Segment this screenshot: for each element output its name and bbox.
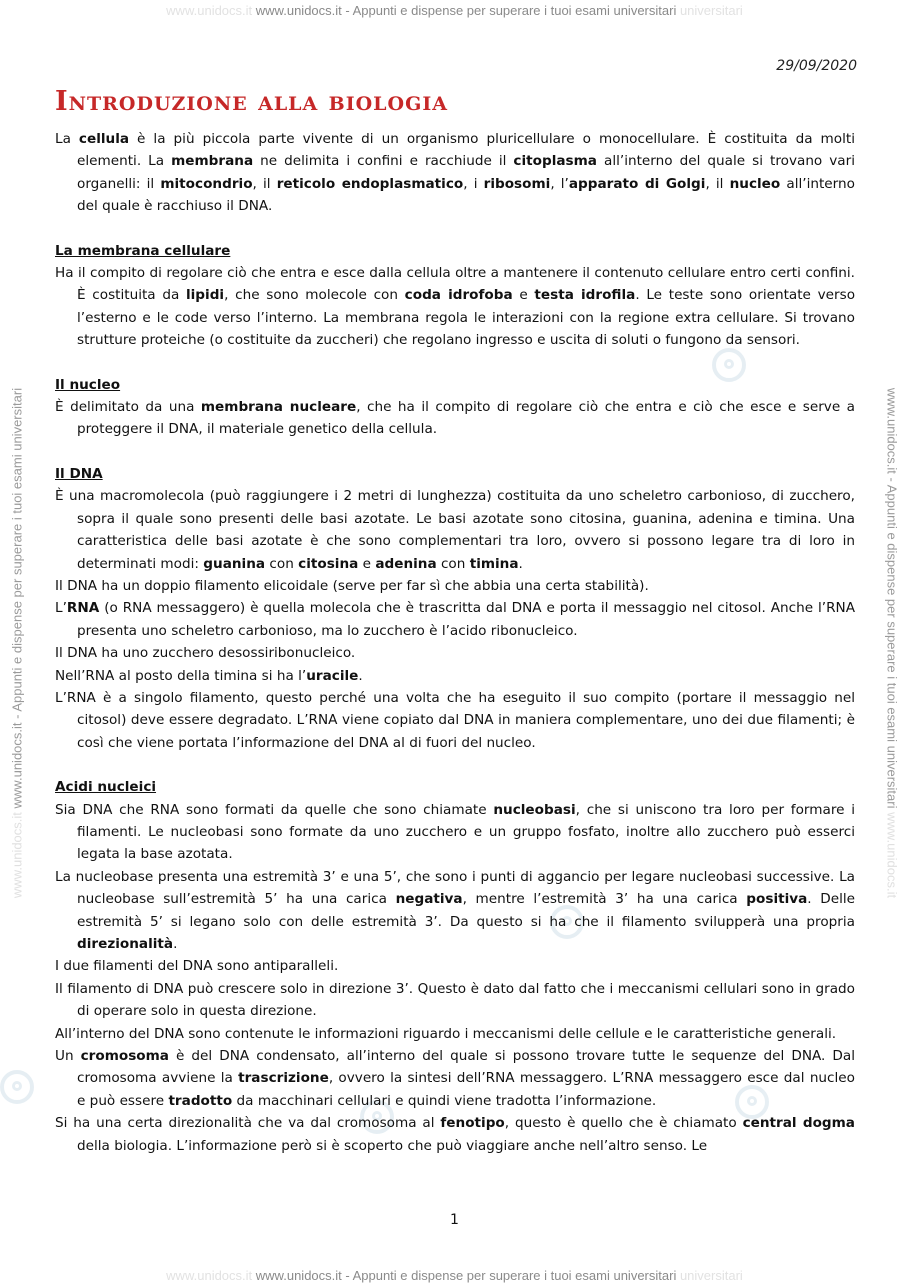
text-run: Il DNA ha uno zucchero desossiribonucleico. xyxy=(55,645,356,662)
bold-term: nucleo xyxy=(729,175,781,192)
text-run: Un xyxy=(55,1048,81,1065)
bold-term: citoplasma xyxy=(513,153,597,170)
text-run: della biologia. L’informazione però si è scoperto che può viaggiare anche nell’altro senso. Le xyxy=(77,1137,708,1154)
text-run: e xyxy=(512,287,535,304)
text-run: ne delimita i confini e racchiude il xyxy=(253,153,514,170)
text-run: . xyxy=(173,936,178,952)
paragraph xyxy=(55,1112,855,1157)
text-run: , i xyxy=(463,175,484,192)
text-run: È una macromolecola (può raggiungere i 2 metri di lunghezza) costituita da uno scheletro carbonioso, di zucchero, sopra il quale sono presenti delle basi azotate. Le basi azotate sono citosina, guanina, adenina e timina. Una caratteristica delle basi azotate è che sono complementari tra loro, ovvero si possono legare tra di loro in determinati modi: xyxy=(55,488,855,572)
bold-term: ribosomi xyxy=(483,175,551,192)
bold-term: cellula xyxy=(78,131,130,147)
text-run: , che sono molecole con xyxy=(224,287,405,304)
text-run: con xyxy=(265,555,299,572)
bold-term: fenotipo xyxy=(440,1115,505,1132)
text-run: con xyxy=(436,555,470,572)
text-run: Il DNA ha un doppio filamento elicoidale (serve per far sì che abbia una certa stabilità). xyxy=(55,577,649,594)
paragraph xyxy=(55,1023,855,1045)
text-run: Si ha una certa direzionalità che va dal cromosoma al xyxy=(55,1115,441,1132)
section-heading: La membrana cellulare xyxy=(55,242,231,259)
text-run: all’interno del quale si trovano vari organelli: il xyxy=(77,153,856,192)
paragraph xyxy=(55,955,855,977)
text-run: , che si uniscono tra loro per formare i filamenti. Le nucleobasi sono formate da uno zucchero e un gruppo fosfato, inoltre allo zucchero può esserci legata la base azotata. xyxy=(77,801,855,863)
section-heading: Acidi nucleici xyxy=(55,779,157,796)
watermark-side-right-ghost: www.unidocs.it xyxy=(884,812,900,899)
watermark-ghost-right: universitari xyxy=(679,1268,743,1283)
bold-term: apparato di Golgi xyxy=(568,175,706,192)
document-title: Introduzione alla biologia xyxy=(55,86,448,117)
page-number: 1 xyxy=(450,1212,459,1228)
watermark-side-left-ghost: www.unidocs.it xyxy=(9,812,25,899)
watermark-side-left-text: www.unidocs.it - Appunti e dispense per superare i tuoi esami universitari xyxy=(9,387,25,809)
watermark-side-right-text: www.unidocs.it - Appunti e dispense per superare i tuoi esami universitari xyxy=(884,387,900,809)
text-run: Il filamento di DNA può crescere solo in direzione 3’. Questo è dato dal fatto che i meccanismi cellulari sono in grado di operare solo in questa direzione. xyxy=(55,980,855,1020)
text-run: , il xyxy=(252,175,277,192)
bold-term: membrana xyxy=(171,153,254,170)
paragraph xyxy=(55,866,855,956)
bold-term: uracile xyxy=(306,667,359,684)
watermark-footer-text: www.unidocs.it - Appunti e dispense per superare i tuoi esami universitari xyxy=(255,1268,677,1283)
bold-term: nucleobasi xyxy=(493,801,576,818)
text-run: Ha il compito di regolare ciò che entra e esce dalla cellula oltre a mantenere il contenuto cellulare entro certi confini. È costituita da xyxy=(55,265,855,304)
paragraph xyxy=(55,396,855,441)
paragraph xyxy=(55,128,855,218)
bold-term: testa idrofila xyxy=(534,287,636,304)
text-run: La nucleobase presenta una estremità 3’ e una 5’, che sono i punti di aggancio per legare nucleobasi successive. La nucleobase sull’estremità 5’ ha una carica xyxy=(55,868,855,908)
paragraph xyxy=(55,642,855,664)
bold-term: coda idrofoba xyxy=(404,287,513,304)
bold-term: citosina xyxy=(298,555,359,572)
text-run: Sia DNA che RNA sono formati da quelle che sono chiamate xyxy=(55,801,494,818)
text-run: . Delle estremità 5’ si legano solo con delle estremità 3’. Da questo si ha che il filamento svilupperà una propria xyxy=(77,891,856,930)
bold-term: central dogma xyxy=(742,1115,855,1132)
bold-term: membrana nucleare xyxy=(200,399,357,416)
text-run: Nell’RNA al posto della timina si ha l’ xyxy=(55,667,307,684)
watermark-ghost-left: www.unidocs.it xyxy=(166,3,253,18)
bold-term: reticolo endoplasmatico xyxy=(276,175,464,192)
text-run: , l’ xyxy=(550,175,569,192)
bold-term: timina xyxy=(469,555,519,572)
section-heading: Il DNA xyxy=(55,465,103,482)
watermark-logo-icon xyxy=(0,1070,34,1104)
document-date: 29/09/2020 xyxy=(776,58,857,74)
paragraph xyxy=(55,978,855,1023)
bold-term: RNA xyxy=(66,600,100,617)
text-run: e xyxy=(358,555,376,572)
paragraph xyxy=(55,262,855,352)
bold-term: positiva xyxy=(746,891,808,908)
text-run: è la più piccola parte vivente di un organismo pluricellulare o monocellulare. È costituita da molti elementi. La xyxy=(77,131,855,170)
text-run: È delimitato da una xyxy=(55,399,201,416)
paragraph xyxy=(55,1045,855,1112)
text-run: , ovvero la sintesi dell’RNA messaggero. L’RNA messaggero esce dal nucleo e può essere xyxy=(77,1070,855,1109)
text-run: . xyxy=(358,667,363,684)
watermark-footer xyxy=(0,1268,909,1283)
bold-term: tradotto xyxy=(168,1092,233,1109)
text-run: L’RNA è a singolo filamento, questo perché una volta che ha eseguito il suo compito (portare il messaggio nel citosol) deve essere degradato. L’RNA viene copiato dal DNA in maniera complementare, uno dei due filamenti; è così che viene portata l’informazione del DNA al di fuori del nucleo. xyxy=(55,689,855,751)
bold-term: direzionalità xyxy=(77,936,174,952)
text-run: (o RNA messaggero) è quella molecola che è trascritta dal DNA e porta il messaggio nel citosol. Anche l’RNA presenta uno scheletro carbonioso, ma lo zucchero è l’acido ribonucleico. xyxy=(77,600,855,639)
text-run: da macchinari cellulari e quindi viene tradotta l’informazione. xyxy=(232,1092,657,1109)
text-run: , mentre l’estremità 3’ ha una carica xyxy=(462,891,747,908)
bold-term: lipidi xyxy=(185,287,225,304)
watermark-header xyxy=(0,3,909,18)
section-heading: Il nucleo xyxy=(55,376,121,393)
paragraph xyxy=(55,687,855,754)
paragraph xyxy=(55,665,855,687)
text-run: I due filamenti del DNA sono antiparalleli. xyxy=(55,958,339,975)
watermark-ghost-left: www.unidocs.it xyxy=(166,1268,253,1283)
document-body xyxy=(55,128,855,1157)
text-run: , questo è quello che è chiamato xyxy=(504,1115,743,1132)
bold-term: adenina xyxy=(375,555,437,572)
watermark-header-text: www.unidocs.it - Appunti e dispense per superare i tuoi esami universitari xyxy=(255,3,677,18)
text-run: è del DNA condensato, all’interno del quale si possono trovare tutte le sequenze del DNA. Dal cromosoma avviene la xyxy=(77,1048,855,1087)
bold-term: cromosoma xyxy=(80,1048,169,1065)
paragraph xyxy=(55,799,855,866)
text-run: all’interno del quale è racchiuso il DNA. xyxy=(77,175,855,215)
bold-term: mitocondrio xyxy=(160,175,253,192)
watermark-side-right xyxy=(885,388,900,898)
paragraph xyxy=(55,575,855,597)
text-run: All’interno del DNA sono contenute le informazioni riguardo i meccanismi delle cellule e le caratteristiche generali. xyxy=(55,1025,837,1042)
text-run: , il xyxy=(705,175,730,192)
text-run: . xyxy=(518,555,523,572)
text-run: L’ xyxy=(55,600,67,617)
paragraph xyxy=(55,597,855,642)
text-run: . Le teste sono orientate verso l’esterno e le code verso l’interno. La membrana regola le interazioni con la regione extra cellulare. Si trovano strutture proteiche (o costituite da zuccheri) che regolano ingresso e uscita di soluti o fungono da sensori. xyxy=(77,287,856,349)
watermark-side-left xyxy=(10,388,25,898)
bold-term: negativa xyxy=(395,891,463,908)
text-run: , che ha il compito di regolare ciò che entra e ciò che esce e serve a proteggere il DNA, il materiale genetico della cellula. xyxy=(77,399,855,438)
paragraph xyxy=(55,485,855,575)
bold-term: guanina xyxy=(203,555,266,572)
watermark-ghost-right: universitari xyxy=(679,3,743,18)
text-run: La xyxy=(55,131,79,147)
bold-term: trascrizione xyxy=(238,1070,329,1087)
